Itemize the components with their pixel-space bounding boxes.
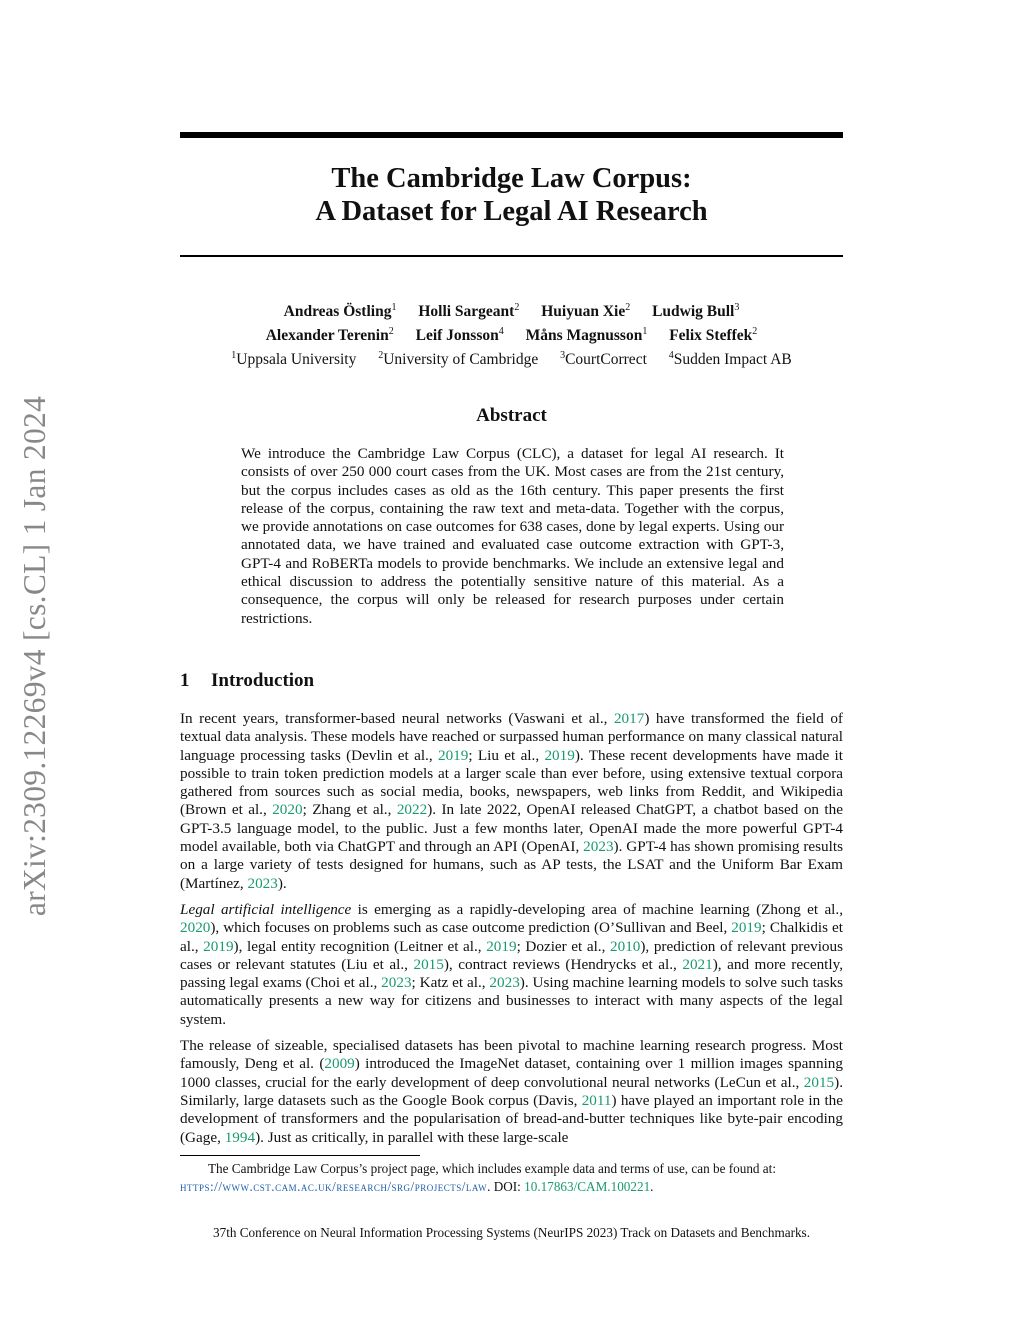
text-run: ), which focuses on problems such as case outcome prediction (O’Sullivan and Beel, [210,919,732,937]
citation-link[interactable]: 2019 [731,919,762,937]
section-title: Introduction [211,670,315,691]
text-run: ) have played an important role in the development of transformers and the popularisation of bread-and-butter techniques like byte-pair encoding (Gage, [180,1091,843,1146]
citation-link[interactable]: 2015 [803,1073,835,1091]
text-run: ). GPT-4 has shown promising results on a large variety of tests designed for humans, such as AP tests, the LSAT and the Uniform Bar Exam (Martínez, [180,838,843,892]
author-name: Ludwig Bull [652,303,735,320]
affiliation-name: University of Cambridge [383,351,539,368]
abstract-heading: Abstract [476,405,547,426]
text-run: ), and more recently, passing legal exams (Choi et al., [180,955,844,992]
citation-link[interactable]: 2023 [583,838,614,856]
footnote-rule [180,1155,420,1156]
text-run: In recent years, transformer-based neural networks (Vaswani et al., [180,710,614,727]
citation-link[interactable]: 2015 [413,955,444,973]
author-affiliation-mark: 3 [734,302,740,313]
affiliation-mark: 1 [231,350,237,361]
text-run: ). Just as critically, in parallel with these large-scale [255,1128,569,1146]
author-name: Alexander Terenin [265,327,389,344]
text-run: The release of sizeable, specialised datasets has been pivotal to machine learning research progress. Most famously, Deng et al. ( [180,1037,843,1073]
citation-link[interactable]: 2020 [272,801,303,819]
text-run: ; Chalkidis et al., [180,919,843,955]
paper-title [180,162,843,228]
author-name: Holli Sargeant [418,303,515,320]
text-run: ), contract reviews (Hendrycks et al., [443,955,683,973]
affiliation-line [180,346,843,370]
text-run: ; Liu et al., [468,746,545,764]
citation-link[interactable]: 2023 [247,874,278,892]
text-run: ). In late 2022, OpenAI released ChatGPT, a chatbot based on the GPT-3.5 language model, to the public. Just a few months later, OpenAI made the more powerful GPT-4 model available, both via ChatGPT and through an API (OpenAI, [180,801,843,856]
author-name: Måns Magnusson [525,327,643,344]
citation-link[interactable]: 2019 [486,937,517,955]
author-affiliation-mark: 1 [391,302,397,313]
text-run: ) have transformed the field of textual data analysis. These models have reached or surpassed human performance on many classical natural language processing tasks (Devlin et al., [180,710,843,764]
citation-link[interactable]: 2010 [610,937,641,955]
footnote-text: The Cambridge Law Corpus’s project page, which includes example data and terms of use, can be found at: [208,1161,776,1176]
text-run: ). Similarly, large datasets such as the Google Book corpus (Davis, [180,1073,843,1109]
project-page-link[interactable]: https://www.cst.cam.ac.uk/research/srg/projects/law [180,1179,488,1194]
citation-link[interactable]: 2023 [489,974,520,992]
paragraph-1 [180,710,843,893]
text-run: ), prediction of relevant previous cases or relevant statutes (Liu et al., [180,937,844,973]
author-name: Huiyuan Xie [541,303,626,320]
affiliation-mark: 4 [668,350,674,361]
citation-link[interactable]: 1994 [224,1128,256,1146]
conference-note: 37th Conference on Neural Information Processing Systems (NeurIPS 2023) Track on Datasets and Benchmarks. [213,1225,810,1240]
affiliation-name: Uppsala University [236,351,357,368]
arxiv-identifier-stamp: arXiv:2309.12269v4 [cs.CL] 1 Jan 2024 [17,395,52,917]
text-run: ) introduced the ImageNet dataset, containing over 1 million images spanning 1000 classes, crucial for the early development of deep convolutional neural networks (LeCun et al., [180,1055,843,1091]
citation-link[interactable]: 2017 [613,710,645,727]
text-run: ), legal entity recognition (Leitner et al., [233,937,487,955]
paragraph-3 [180,1037,843,1147]
doi-link[interactable]: 10.17863/CAM.100221 [524,1179,651,1194]
author-affiliation-mark: 2 [625,302,631,313]
section-heading [180,670,843,692]
text-run: ). Using machine learning models to solve such tasks automatically presents a new way for citizens and businesses to interact with many aspects of the legal system. [180,974,843,1028]
footnote [180,1160,843,1196]
affiliation-name: CourtCorrect [565,351,647,368]
citation-link[interactable]: 2023 [381,974,412,992]
emphasized-term: Legal artificial intelligence [180,900,352,918]
affiliation-mark: 3 [560,350,566,361]
title-bottom-rule [180,255,843,257]
author-affiliation-mark: 1 [642,326,648,337]
author-name: Felix Steffek [669,327,753,344]
author-affiliation-mark: 2 [388,326,394,337]
footnote-end: . [650,1179,654,1194]
citation-link[interactable]: 2020 [180,919,211,937]
author-block [180,298,843,370]
citation-link[interactable]: 2019 [544,746,575,764]
abstract-text: We introduce the Cambridge Law Corpus (CLC), a dataset for legal AI research. It consists of over 250 000 court cases from the UK. Most cases are from the 21st century, but the corpus includes cases as old as the 16th century. This paper presents the first release of the corpus, containing the raw text and meta-data. Together with the corpus, we provide annotations on case outcomes for 638 cases, done by legal experts. Using our annotated data, we have trained and evaluated case outcome extraction with GPT-3, GPT-4 and RoBERTa models to provide benchmarks. We include an extensive legal and ethical discussion to address the potentially sensitive nature of this material. As a consequence, the corpus will only be released for research purposes under certain restrictions. [241,445,784,627]
citation-link[interactable]: 2011 [581,1091,612,1109]
text-run: ; Dozier et al., [516,937,610,955]
citation-link[interactable]: 2009 [324,1055,355,1073]
doi-label: . DOI: [487,1179,525,1194]
author-affiliation-mark: 4 [498,326,504,337]
author-affiliation-mark: 2 [752,326,758,337]
citation-link[interactable]: 2021 [682,955,713,973]
title-line-2: A Dataset for Legal AI Research [315,196,708,227]
title-top-rule [180,132,843,138]
text-run: ). [277,874,287,892]
author-name: Leif Jonsson [415,327,499,344]
paragraph-2 [180,901,843,1029]
affiliation-mark: 2 [378,350,384,361]
citation-link[interactable]: 2019 [203,937,234,955]
affiliation-name: Sudden Impact AB [673,351,792,368]
author-line-1 [180,298,843,322]
introduction-body [180,710,843,1155]
text-run: is emerging as a rapidly-developing area of machine learning (Zhong et al., [351,900,843,918]
text-run: ). These recent developments have made it possible to train token prediction models at a larger scale than ever before, using extensive textual corpora gathered from sources such as social media, books, newspapers, web links from Reddit, and Wikipedia (Brown et al., [180,746,843,819]
citation-link[interactable]: 2019 [437,746,469,764]
section-number: 1 [180,670,190,691]
text-run: ; Zhang et al., [302,801,397,819]
author-line-2 [180,322,843,346]
citation-link[interactable]: 2022 [396,801,428,819]
title-line-1: The Cambridge Law Corpus: [331,163,692,194]
text-run: ; Katz et al., [411,974,490,992]
author-affiliation-mark: 2 [514,302,520,313]
author-name: Andreas Östling [283,303,392,320]
